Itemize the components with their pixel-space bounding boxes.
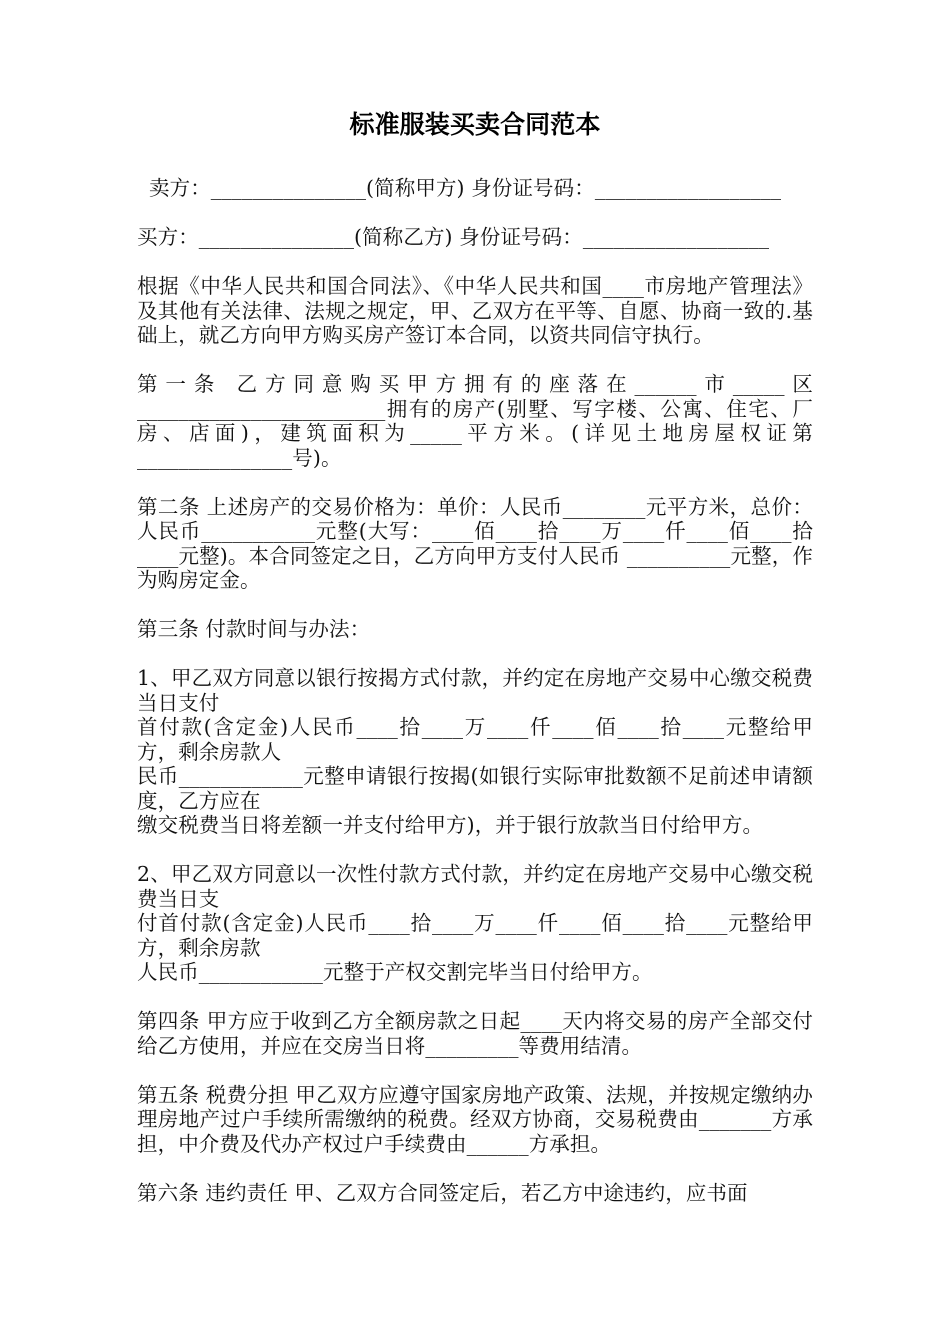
article-2: 第二条 上述房产的交易价格为：单价：人民币________元平方米，总价：人民币___________元整(大写：____佰____拾____万____仟____佰____拾____元整)。本合同签定之日，乙方向甲方支付人民币 __________元整，作为购房定金。 <box>137 494 813 592</box>
seller-line: 卖方：_______________(简称甲方) 身份证号码：__________________ <box>149 176 782 200</box>
clause-1-line: 首付款(含定金)人民币____拾____万____仟____佰____拾____元整给甲方，剩余房款人 <box>137 715 813 764</box>
payment-clause-2 <box>137 862 813 985</box>
clause-2-line: 付首付款(含定金)人民币____拾____万____仟____佰____拾____元整给甲方，剩余房款 <box>137 911 813 960</box>
clause-1-line: 民币____________元整申请银行按揭(如银行实际审批数额不足前述申请额度，乙方应在 <box>137 764 813 813</box>
contract-page <box>137 108 813 1205</box>
article-6: 第六条 违约责任 甲、乙双方合同签定后，若乙方中途违约，应书面 <box>137 1180 748 1205</box>
article-5: 第五条 税费分担 甲乙双方应遵守国家房地产政策、法规，并按规定缴纳办理房地产过户手续所需缴纳的税费。经双方协商，交易税费由_______方承担，中介费及代办产权过户手续费由______方承担。 <box>137 1082 813 1156</box>
payment-clause-1 <box>137 666 813 838</box>
preamble-paragraph: 根据《中华人民共和国合同法》、《中华人民共和国____市房地产管理法》及其他有关法律、法规之规定，甲、乙双方在平等、自愿、协商一致的.基础上，就乙方向甲方购买房产签订本合同，以资共同信守执行。 <box>137 274 813 347</box>
clause-1-line: 缴交税费当日将差额一并支付给甲方)，并于银行放款当日付给甲方。 <box>137 813 764 837</box>
article-3-title: 第三条 付款时间与办法： <box>137 617 371 641</box>
buyer-line: 买方：_______________(简称乙方) 身份证号码：__________________ <box>137 225 770 249</box>
article-1: 第一条 乙方同意购买甲方拥有的座落在______市_____区________________________拥有的房产(别墅、写字楼、公寓、住宅、厂房、店面)，建筑面积为_____平方米。(详见土地房屋权证第_______________号)。 <box>137 372 813 470</box>
clause-1-line: 1、甲乙双方同意以银行按揭方式付款，并约定在房地产交易中心缴交税费当日支付 <box>137 666 813 715</box>
article-4: 第四条 甲方应于收到乙方全额房款之日起____天内将交易的房产全部交付给乙方使用，并应在交房当日将_________等费用结清。 <box>137 1009 813 1058</box>
clause-2-line: 人民币____________元整于产权交割完毕当日付给甲方。 <box>137 960 653 984</box>
clause-2-line: 2、甲乙双方同意以一次性付款方式付款，并约定在房地产交易中心缴交税费当日支 <box>137 862 813 911</box>
document-title: 标准服装买卖合同范本 <box>349 110 601 139</box>
